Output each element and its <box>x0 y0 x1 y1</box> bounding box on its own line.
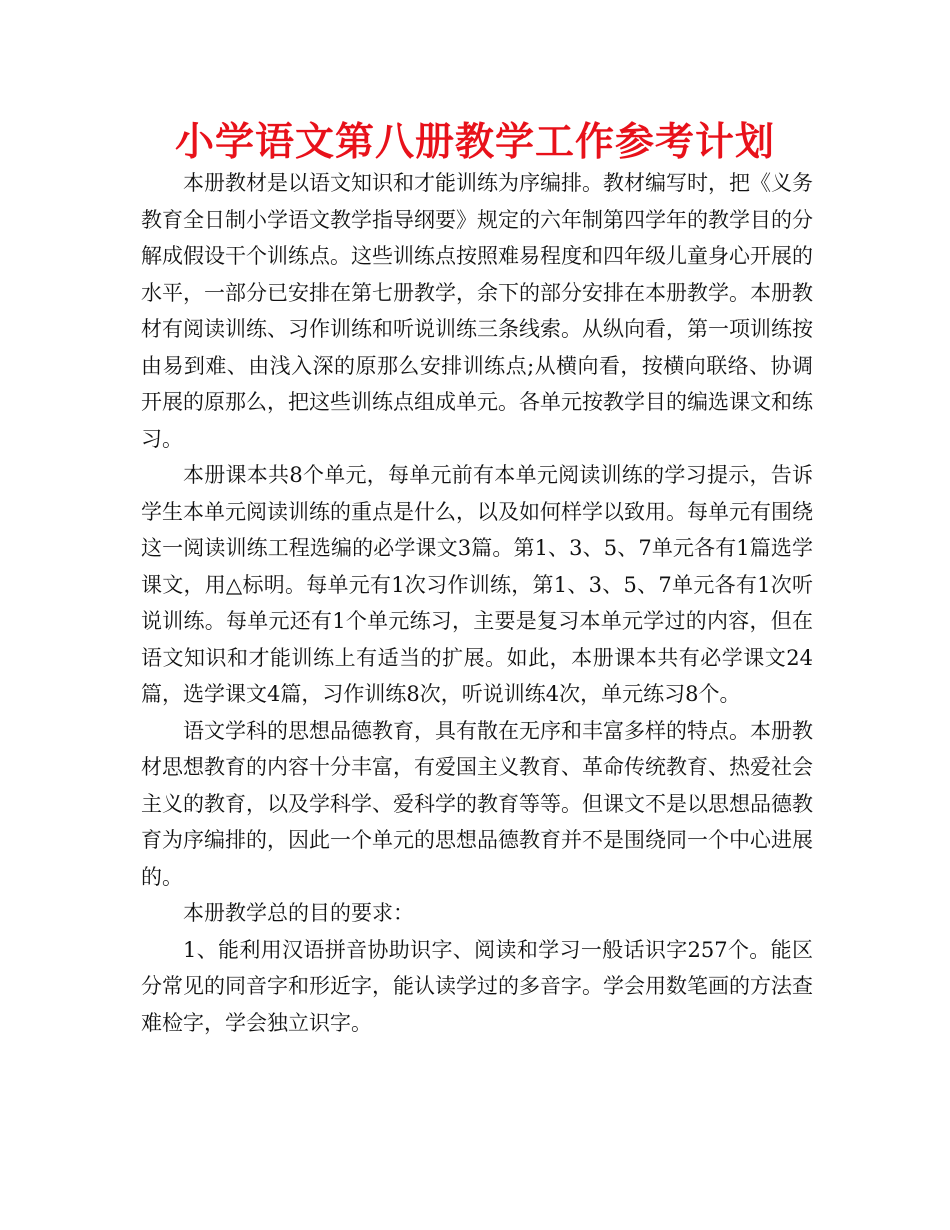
document-body <box>141 165 813 1041</box>
paragraph-textbook-overview: 本册教材是以语文知识和才能训练为序编排。教材编写时，把《义务教育全日制小学语文教学指导纲要》规定的六年制第四学年的教学目的分解成假设干个训练点。这些训练点按照难易程度和四年级儿童身心开展的水平，一部分已安排在第七册教学，余下的部分安排在本册教学。本册教材有阅读训练、习作训练和听说训练三条线索。从纵向看，第一项训练按由易到难、由浅入深的原那么安排训练点;从横向看，按横向联络、协调开展的原那么，把这些训练点组成单元。各单元按教学目的编选课文和练习。 <box>141 171 813 451</box>
paragraph-goal-1: 1、能利用汉语拼音协助识字、阅读和学习一般话识字257个。能区分常见的同音字和形近字，能认读学过的多音字。学会用数笔画的方法查难检字，学会独立识字。 <box>141 937 813 1035</box>
paragraph-goals-heading: 本册教学总的目的要求： <box>183 901 414 925</box>
paragraph-units-structure: 本册课本共8个单元，每单元前有本单元阅读训练的学习提示，告诉学生本单元阅读训练的重点是什么，以及如何样学以致用。每单元有围绕这一阅读训练工程选编的必学课文3篇。第1、3、5、7单元各有1篇选学课文，用△标明。每单元有1次习作训练，第1、3、5、7单元各有1次听说训练。每单元还有1个单元练习，主要是复习本单元学过的内容，但在语文知识和才能训练上有适当的扩展。如此，本册课本共有必学课文24篇，选学课文4篇，习作训练8次，听说训练4次，单元练习8个。 <box>141 463 813 706</box>
document-title: 小学语文第八册教学工作参考计划 <box>174 120 775 165</box>
paragraph-moral-education: 语文学科的思想品德教育，具有散在无序和丰富多样的特点。本册教材思想教育的内容十分丰富，有爱国主义教育、革命传统教育、热爱社会主义的教育，以及学科学、爱科学的教育等等。但课文不是以思想品德教育为序编排的，因此一个单元的思想品德教育并不是围绕同一个中心进展的。 <box>141 718 813 889</box>
